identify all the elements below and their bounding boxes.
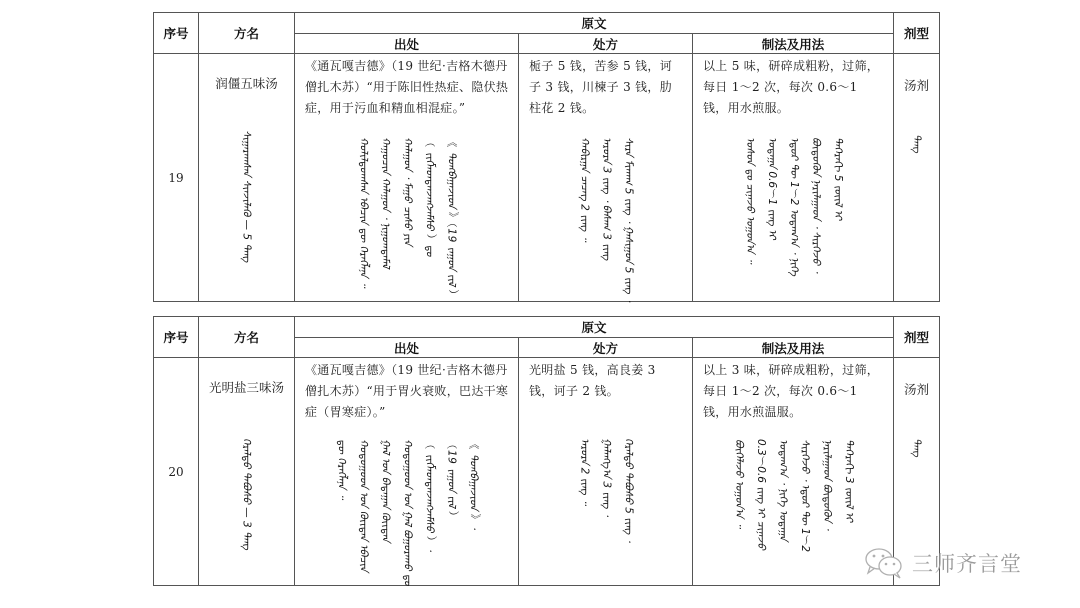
prescription-table-20: [153, 316, 940, 586]
header-name: 方名: [199, 317, 295, 358]
preparation-mn-line: ᠤᠰᠤᠨ ᠳᠤ ᠴᠢᠨᠠᠵᠤ ᠤᠭᠤᠨ᠎ᠠ ᠃: [744, 137, 756, 264]
preparation-mn-line: ᠪᠦᠳᠦᠭᠦᠨ ᠨᠠᠷᠢᠯᠠᠭᠠᠳ ᠂ ᠰᠢᠷᠭᠡᠵᠦ ᠂: [810, 137, 822, 273]
row-source: [295, 54, 519, 302]
table-row: [154, 358, 940, 586]
form-cn: 汤剂: [903, 382, 929, 397]
row-name: [199, 358, 295, 586]
preparation-mn-line: ᠳᠡᠭᠡᠷᠡᠬᠢ 5 ᠵᠦᠢᠯ ᠢ: [832, 137, 844, 220]
form-cn: 汤剂: [903, 78, 929, 93]
preparation-cn: 以上 3 味，研碎成粗粉，过筛，每日 1～2 次，每次 0.6～1 钱，用水煎温服。: [703, 363, 880, 419]
source-mn-line: ᠬᠣᠳᠣᠭᠣᠳ ᠤᠨ ᠬᠦᠢᠲᠡᠨ ᠡᠪᠡᠴᠢᠨ: [357, 439, 370, 572]
header-name: 方名: [199, 13, 295, 54]
watermark: [862, 546, 1022, 580]
wechat-icon: [862, 546, 906, 580]
header-seq: 序号: [154, 317, 199, 358]
row-form: [894, 54, 940, 302]
source-mn-line: 《 ᠲᠤᠩᠪᠠᠭᠠᠵᠢᠳ 》（19 ᠵᠠᠭᠤᠨ ᠵᠢᠯ ）: [445, 137, 458, 301]
preparation-mn-line: ᠰᠢᠷᠭᠡᠵᠦ ᠂ ᠡᠳᠦᠷ ᠲᠦ 1～2: [799, 439, 811, 553]
prescription-mn-line: ᠭᠠᠯᠠᠩᠭ᠎ᠠ 3 ᠵᠢᠩ ᠂: [600, 438, 613, 517]
row-seq: 20: [154, 358, 199, 586]
prescription-mn-line: ᠭᠡᠷᠡᠯᠲᠦ ᠳᠠᠪᠤᠰᠤ 5 ᠵᠢᠩ ᠂: [622, 438, 635, 542]
prescription-mn-line: ᠰᠢᠷᠠ ᠮᠢᠬᠠᠭ 5 ᠵᠢᠩ ᠂ ᠭᠠᠰᠢᠭᠤᠨ 5 ᠵᠢᠩ ᠂: [622, 137, 635, 302]
prescription-mn-line: ᠠᠷᠤᠷᠠ 2 ᠵᠢᠩ ᠃: [578, 438, 591, 505]
header-original: 原文: [295, 317, 894, 338]
row-seq: 19: [154, 54, 199, 302]
watermark-text: 三师齐言堂: [912, 552, 1022, 576]
preparation-mn-line: ᠨᠠᠷᠢᠯᠠᠭᠠᠳ ᠪᠦᠳᠦᠭᠦᠨ ᠂: [821, 439, 833, 530]
prescription-mn-line: ᠬᠠᠪᠢᠷᠭᠠ ᠴᠡᠴᠡᠭ 2 ᠵᠢᠩ ᠃: [578, 137, 591, 242]
source-mn-line: （19 ᠵᠠᠭᠤᠨ ᠵᠢᠯ ）: [445, 439, 458, 522]
form-mn: ᠲᠠᠩ: [910, 134, 923, 153]
prescription-table-19: [153, 12, 940, 302]
prescription-mn-line: ᠠᠷᠤᠷᠠ 3 ᠵᠢᠩ ᠂ ᠪᠠᠰᠠᠭ 3 ᠵᠢᠩ: [600, 137, 613, 261]
row-prescription: [519, 358, 693, 586]
preparation-mn-line: ᠳᠡᠭᠡᠷᠡᠬᠢ 3 ᠵᠦᠢᠯ ᠢ: [843, 439, 855, 522]
prescription-cn: 栀子 5 钱，苦参 5 钱，诃子 3 钱，川楝子 3 钱，肋柱花 2 钱。: [529, 59, 673, 115]
header-original: 原文: [295, 13, 894, 34]
header-prescription: 处方: [519, 34, 693, 54]
preparation-mn-line: 0.3～0.6 ᠵᠢᠩ ᠢ ᠴᠢᠨᠠᠵᠤ: [755, 439, 767, 550]
preparation-mn-line: ᠤᠳᠠᠭ᠎ᠠ ᠂ ᠨᠢᠭᠡ ᠤᠳᠠᠭᠠ: [777, 439, 789, 541]
header-form: 剂型: [894, 317, 940, 358]
row-name: [199, 54, 295, 302]
header-source: 出处: [295, 338, 519, 358]
row-prescription: [519, 54, 693, 302]
preparation-cn: 以上 5 味，研碎成粗粉，过筛，每日 1～2 次，每次 0.6～1 钱，用水煎服。: [703, 59, 880, 115]
formula-name-cn: 光明盐三味汤: [208, 380, 284, 395]
preparation-mn-line: ᠡᠳᠦᠷ ᠲᠦ 1～2 ᠤᠳᠠᠭ᠎ᠠ ᠂ ᠨᠢᠭᠡ: [788, 137, 800, 276]
preparation-mn-line: ᠪᠥᠭᠡᠯᠡᠵᠦ ᠤᠭᠤᠨ᠎ᠠ ᠃: [733, 439, 745, 529]
header-prescription: 处方: [519, 338, 693, 358]
source-mn-line: ᠬᠠᠯᠠᠭᠤᠨ ᠂ ᠮᠠᠭᠤ ᠴᠢᠰᠤ ᠶᠢᠨ: [401, 137, 414, 246]
formula-name-mn: ᠭᠡᠷᠡᠯᠲᠦ ᠳᠠᠪᠤᠰᠤ — 3 ᠲᠠᠩ: [240, 438, 253, 550]
formula-name-cn: 润僵五味汤: [215, 76, 278, 91]
source-mn-line: （ ᠵᠢᠭᠮᠡᠳᠳᠠᠨᠵᠠᠩᠵᠠᠮᠰᠤ ）ᠳᠤ: [423, 137, 436, 257]
form-mn: ᠲᠠᠩ: [910, 438, 923, 457]
source-mn-line: ᠬᠠᠭᠤᠴᠢᠨ ᠬᠠᠯᠠᠭᠤᠨ ᠂ ᠨᠢᠭᠤᠭᠳᠠᠮᠠᠯ: [379, 137, 392, 269]
source-mn-line: 《 ᠲᠤᠩᠪᠠᠭᠠᠵᠢᠳ 》᠂: [467, 439, 480, 529]
row-preparation: [693, 54, 894, 302]
source-cn: 《通瓦嘎吉德》（19 世纪·吉格木德丹僧扎木苏）“用于陈旧性热症、隐伏热症，用于污血和精血相混症。”: [305, 59, 509, 115]
source-mn-line: ᠬᠣᠳᠣᠭᠣᠳ ᠤᠨ ᠭᠠᠯ ᠪᠤᠭᠤᠷᠠᠬᠤ ᠳᠤ: [401, 439, 414, 586]
source-cn: 《通瓦嘎吉德》（19 世纪·吉格木德丹僧扎木苏）“用于胃火衰败，巴达干寒症（胃寒症）。”: [305, 363, 509, 419]
source-mn-line: ᠬᠤᠯᠢᠯᠳᠤᠭᠰᠠᠨ ᠡᠪᠡᠴᠢᠨ ᠳᠦ ᠬᠡᠷᠡᠭᠯᠡᠨᠡ ᠃: [357, 137, 370, 288]
header-seq: 序号: [154, 13, 199, 54]
prescription-cn: 光明盐 5 钱，高良姜 3 钱，诃子 2 钱。: [529, 363, 656, 398]
formula-name-mn: ᠰᠢᠭᠠᠷᠠᠭᠰᠠᠨ ᠰᠢᠨᠵᠢᠯᠡᠬᠦ — 5 ᠲᠠᠩ: [240, 130, 253, 263]
source-mn-line: （ ᠵᠢᠭᠮᠡᠳᠳᠠᠨᠵᠠᠩᠵᠠᠮᠰᠤ ）᠂: [423, 439, 436, 551]
source-mn-line: ᠭᠠᠯ ᠤᠨ ᠪᠠᠳᠠᠭᠠᠨ ᠬᠦᠢᠲᠡᠨ: [379, 439, 392, 542]
table-row: [154, 54, 940, 302]
row-source: [295, 358, 519, 586]
source-mn-line: ᠳᠦ ᠬᠡᠷᠡᠭᠯᠡᠨᠡ ᠃: [335, 439, 348, 500]
header-form: 剂型: [894, 13, 940, 54]
header-source: 出处: [295, 34, 519, 54]
preparation-mn-line: ᠤᠳᠠᠭᠠ 0.6～1 ᠵᠢᠩ ᠢ: [766, 137, 778, 240]
header-preparation: 制法及用法: [693, 34, 894, 54]
header-preparation: 制法及用法: [693, 338, 894, 358]
